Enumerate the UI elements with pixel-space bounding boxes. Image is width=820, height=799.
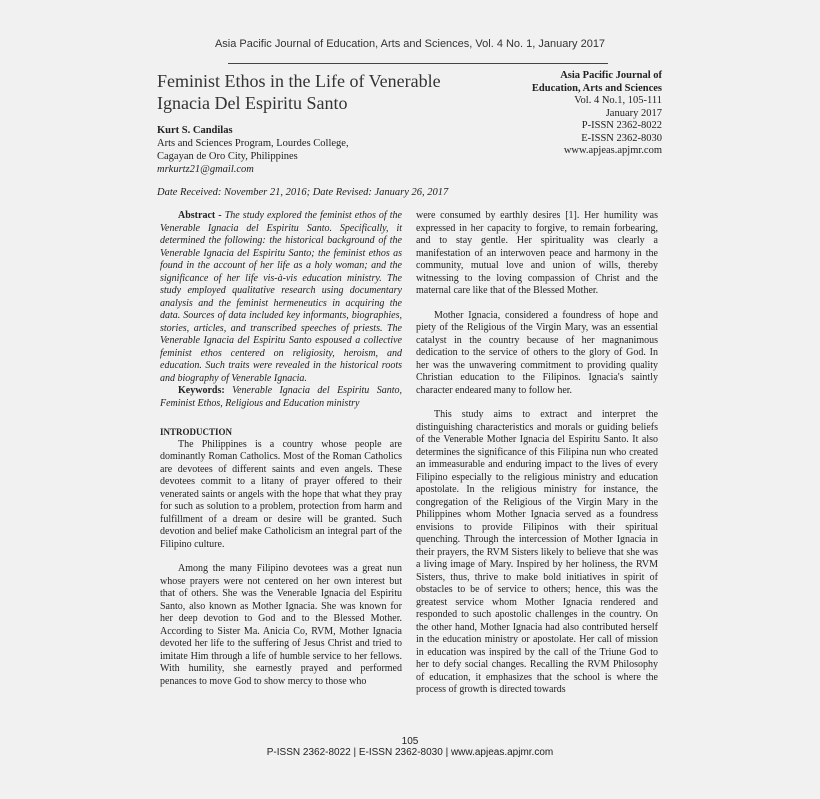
abstract-label: Abstract - — [178, 210, 225, 221]
footer-issn: P-ISSN 2362-8022 | E-ISSN 2362-8030 | www.apjeas.apjmr.com — [266, 747, 554, 758]
journal-name-2: Education, Arts and Sciences — [531, 82, 662, 94]
journal-url: www.apjeas.apjmr.com — [563, 145, 662, 156]
abstract — [160, 210, 402, 385]
page-number: 105 — [401, 736, 419, 747]
intro-paragraph-1: The Philippines is a country whose people are dominantly Roman Catholics. Most of the Roman Catholics are devotees of different saints and even angels. These devotees commit to a litany of prayer offered to their venerated saints or angels with the hope that what they pray for such as solution to a problem, protection from harm and fulfillment of a dream or desire will be granted. Such devotion and belief make Catholicism an integral part of the Filipino culture. — [160, 438, 402, 550]
left-column — [160, 210, 402, 688]
right-column — [416, 210, 658, 697]
journal-volume: Vol. 4 No.1, 105-111 — [574, 95, 662, 106]
header-rule — [228, 63, 608, 64]
running-head: Asia Pacific Journal of Education, Arts and Sciences, Vol. 4 No. 1, January 2017 — [214, 38, 606, 50]
author-name: Kurt S. Candilas — [157, 125, 233, 136]
author-block — [157, 124, 477, 176]
author-affiliation-1: Arts and Sciences Program, Lourdes College, — [157, 138, 349, 149]
author-affiliation-2: Cagayan de Oro City, Philippines — [157, 151, 298, 162]
keywords-text: Venerable Ignacia del Espiritu Santo, Feminist Ethos, Religious and Education ministry — [160, 385, 402, 409]
journal-name-1: Asia Pacific Journal of — [560, 70, 662, 81]
right-paragraph-3: This study aims to extract and interpret the distinguishing characteristics and morals or guiding beliefs of the Venerable Mother Ignacia del Espiritu Santo. It also determines the significance of this Filipina nun who created an immeasurable and enduring impact to the lives of every Filipino especially to the religious ministry and education apostolate. In the religious ministry for instance, the congregation of the Religious of the Virgin Mary in the Philippines whom Mother Ignacia served as a foundress envisions to provide Filipinos with their spiritual quenching. Through the intercession of Mother Ignacia in their prayers, the RVM Sisters likely to believe that she was a living image of Mary. Inspired by her holiness, the RVM Sisters, thus, thrive to make bold initiatives in spirit of obstacles to be of service to others; hence, this was the greatest service whom Mother Ignacia rendered and responded to such apostolic challenges in the country. On the other hand, Mother Ignacia had also contributed herself in the education ministry or apostolate. Her call of mission in education was inspired by the call of the Triune God to her to defy social changes. Recalling the RVM Philosophy of education, it emphasizes that the school is where the process of growth is directed towards — [416, 409, 658, 695]
right-paragraph-1: were consumed by earthly desires [1]. Her humility was expressed in her capacity to forgive, to remain forbearing, and to stay gentle. Her spirituality was clearly a manifestation of an interwoven peace and harmony in the community, mutual love and union of wills, thereby witnessing to the loving compassion of Christ and the maternal care like that of the Blessed Mother. — [416, 210, 658, 296]
date-received: Date Received: November 21, 2016; Date Revised: January 26, 2017 — [157, 187, 449, 198]
title-line-2: Ignacia Del Espiritu Santo — [157, 93, 348, 113]
journal-date: January 2017 — [605, 107, 662, 119]
right-paragraph-2: Mother Ignacia, considered a foundress of hope and piety of the Religious of the Virgin Mary, was an essential catalyst in the country because of her magnanimous dedication to the service of others to the glory of God. In her was the unwavering commitment to providing quality Christian education to the Filipinos. Ignacia's saintly character endeared many to follow her. — [416, 309, 658, 396]
abstract-text: The study explored the feminist ethos of the Venerable Ignacia del Espiritu Santo. Specifically, it determined the following: the historical background of the Venerable Ignacia del Espiritu Santo; the feminist ethos as found in the account of her life as a holy woman; and the significance of her life vis-à-vis education ministry. The study employed qualitative research using documentary analysis and the feminist hermeneutics in acquiring the data. Sources of data included key informants, biographies, stories, articles, and transcribed speeches of priests. The Venerable Ignacia del Espiritu Santo espoused a collective feminist ethos centered on religiosity, heroism, and education. Such traits were revealed in the historical roots and biography of Venerable Ignacia. — [160, 210, 402, 384]
keywords — [160, 385, 402, 410]
title-line-1: Feminist Ethos in the Life of Venerable — [157, 71, 441, 91]
intro-paragraph-2: Among the many Filipino devotees was a great nun whose prayers were not centered on her own interest but that of others. She was the Venerable Ignacia del Espiritu Santo, also known as Mother Ignacia. She was known for her deep devotion to God and to the Blessed Mother. According to Sister Ma. Anicia Co, RVM, Mother Ignacia devoted her life to the suffering of Jesus Christ and tried to imitate Him through a life of humble service to her fellows. With humility, she earnestly prayed and performed penances to move God to show mercy to those who — [160, 563, 402, 687]
author-email: mrkurtz21@gmail.com — [157, 164, 254, 175]
journal-eissn: E-ISSN 2362-8030 — [581, 132, 662, 144]
keywords-label: Keywords: — [178, 385, 233, 396]
section-heading-introduction: INTRODUCTION — [160, 427, 233, 437]
journal-pissn: P-ISSN 2362-8022 — [581, 120, 662, 131]
